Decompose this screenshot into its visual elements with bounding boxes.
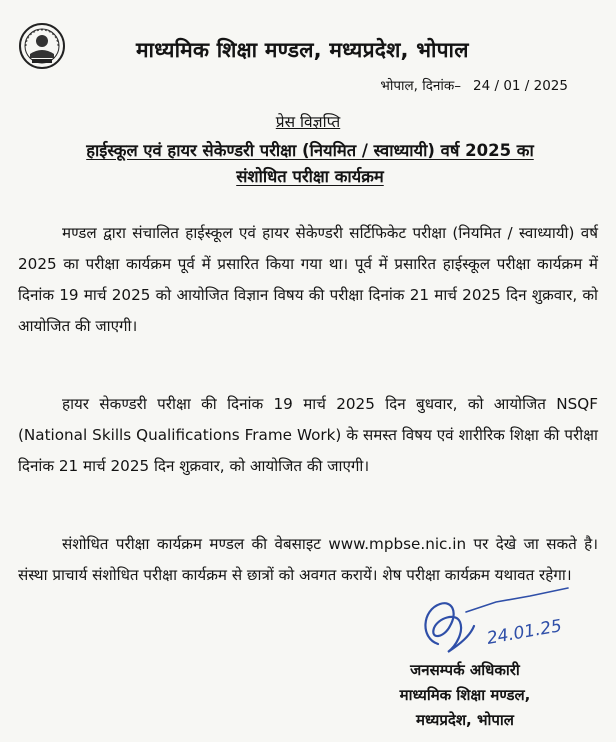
signatory-location: मध्यप्रदेश, भोपाल	[416, 711, 514, 729]
press-release-heading	[0, 110, 616, 132]
mp-board-seal-icon	[18, 22, 66, 70]
body-paragraph-2: हायर सेकण्डरी परीक्षा की दिनांक 19 मार्च 2025 दिन बुधवार, को आयोजित NSQF (National Skills Qualifications Frame Work) के समस्त विषय एवं शारीरिक शिक्षा की परीक्षा दिनांक 21 मार्च 2025 दिन शुक्रवार, को आयोजित की जाएगी।	[18, 395, 598, 476]
subject-line-1: हाईस्कूल एवं हायर सेकेण्डरी परीक्षा (नियमित / स्वाध्यायी) वर्ष 2025 का	[86, 141, 534, 160]
date-line	[380, 76, 568, 94]
letterhead	[18, 22, 608, 74]
date-label: भोपाल, दिनांक–	[380, 78, 462, 94]
notice-subject	[40, 138, 580, 190]
signatory-block	[370, 658, 560, 733]
organization-title: माध्यमिक शिक्षा मण्डल, मध्यप्रदेश, भोपाल	[136, 38, 469, 62]
signatory-designation: जनसम्पर्क अधिकारी	[410, 661, 520, 679]
signatory-organization: माध्यमिक शिक्षा मण्डल,	[399, 686, 531, 704]
signature-date: 24.01.25	[485, 616, 564, 649]
press-release-label: प्रेस विज्ञप्ति	[275, 113, 341, 131]
date-value: 24 / 01 / 2025	[473, 78, 568, 94]
subject-line-2: संशोधित परीक्षा कार्यक्रम	[236, 167, 384, 186]
body-paragraph-1: मण्डल द्वारा संचालित हाईस्कूल एवं हायर सेकेण्डरी सर्टिफिकेट परीक्षा (नियमित / स्वाध्यायी) वर्ष 2025 का परीक्षा कार्यक्रम पूर्व में प्रसारित किया गया था। पूर्व में प्रसारित हाईस्कूल परीक्षा कार्यक्रम में दिनांक 19 मार्च 2025 को आयोजित विज्ञान विषय की परीक्षा दिनांक 21 मार्च 2025 दिन शुक्रवार, को आयोजित की जाएगी।	[18, 224, 598, 336]
body-paragraph-3: संशोधित परीक्षा कार्यक्रम मण्डल की वेबसाइट www.mpbse.nic.in पर देखे जा सकते है। संस्था प्राचार्य संशोधित परीक्षा कार्यक्रम से छात्रों को अवगत करायें। शेष परीक्षा कार्यक्रम यथावत रहेगा।	[18, 535, 598, 585]
